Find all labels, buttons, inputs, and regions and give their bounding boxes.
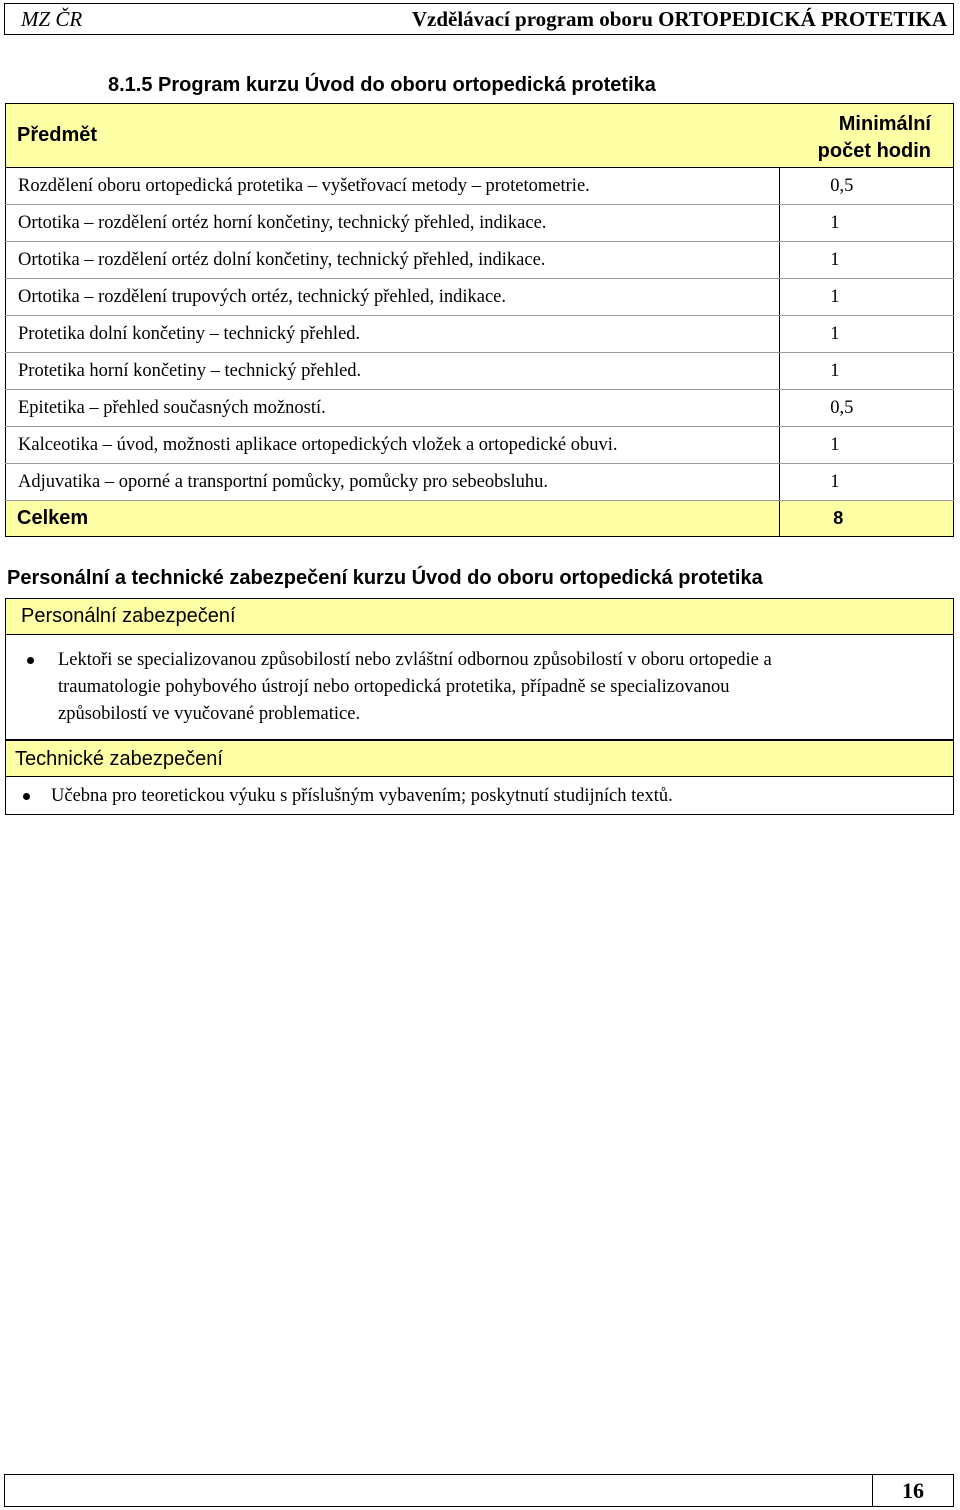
technical-body [6, 777, 953, 815]
row-subject: Ortotika – rozdělení trupových ortéz, technický přehled, indikace. [6, 279, 780, 316]
personnel-section-title: Personální a technické zabezpečení kurzu Úvod do oboru ortopedická protetika [7, 567, 763, 589]
column-hours-line2: počet hodin [817, 139, 931, 162]
row-subject: Adjuvatika – oporné a transportní pomůcky, pomůcky pro sebeobsluhu. [6, 464, 780, 501]
technical-heading: Technické zabezpečení [6, 741, 953, 777]
page-number: 16 [872, 1475, 953, 1506]
table-row [6, 316, 954, 353]
technical-box [5, 740, 954, 815]
row-subject: Protetika dolní končetiny – technický přehled. [6, 316, 780, 353]
row-hours: 0,5 [780, 168, 954, 205]
column-hours-line1: Minimální [838, 112, 931, 135]
row-hours: 1 [780, 242, 954, 279]
column-subject: Předmět [6, 104, 780, 168]
bullet-icon [27, 657, 34, 664]
table-row [6, 353, 954, 390]
table-row [6, 168, 954, 205]
row-subject: Ortotika – rozdělení ortéz horní končetiny, technický přehled, indikace. [6, 205, 780, 242]
personnel-line-1: Lektoři se specializovanou způsobilostí nebo zvláštní odbornou způsobilostí v oboru ortopedie a [58, 650, 772, 670]
table-header [6, 104, 954, 168]
row-hours: 1 [780, 427, 954, 464]
personnel-body [6, 635, 953, 739]
row-subject: Kalceotika – úvod, možnosti aplikace ortopedických vložek a ortopedické obuvi. [6, 427, 780, 464]
personnel-heading: Personální zabezpečení [6, 599, 953, 635]
table-total-row [6, 501, 954, 537]
row-hours: 1 [780, 279, 954, 316]
table-row [6, 205, 954, 242]
header-right: Vzdělávací program oboru ORTOPEDICKÁ PROTETIKA [411, 6, 947, 31]
table-row [6, 279, 954, 316]
personnel-line-3: způsobilostí ve vyučované problematice. [58, 704, 361, 724]
row-hours: 1 [780, 353, 954, 390]
row-hours: 1 [780, 464, 954, 501]
row-subject: Epitetika – přehled současných možností. [6, 390, 780, 427]
section-title: 8.1.5 Program kurzu Úvod do oboru ortopedická protetika [108, 74, 656, 96]
row-hours: 0,5 [780, 390, 954, 427]
header-left: MZ ČR [21, 6, 83, 31]
table-row [6, 427, 954, 464]
page-footer [4, 1474, 954, 1507]
column-hours [780, 104, 954, 168]
total-value: 8 [780, 501, 954, 537]
table-row [6, 242, 954, 279]
personnel-box [5, 598, 954, 740]
course-table [5, 103, 954, 537]
row-hours: 1 [780, 316, 954, 353]
row-subject: Rozdělení oboru ortopedická protetika – vyšetřovací metody – protetometrie. [6, 168, 780, 205]
technical-item: Učebna pro teoretickou výuku s příslušným vybavením; poskytnutí studijních textů. [51, 786, 673, 806]
bullet-icon [23, 793, 30, 800]
table-row [6, 390, 954, 427]
row-subject: Ortotika – rozdělení ortéz dolní končetiny, technický přehled, indikace. [6, 242, 780, 279]
page-header [4, 3, 954, 35]
personnel-line-2: traumatologie pohybového ústrojí nebo ortopedická protetika, případně se specializovanou [58, 677, 730, 697]
table-row [6, 464, 954, 501]
row-subject: Protetika horní končetiny – technický přehled. [6, 353, 780, 390]
row-hours: 1 [780, 205, 954, 242]
total-label: Celkem [6, 501, 780, 537]
